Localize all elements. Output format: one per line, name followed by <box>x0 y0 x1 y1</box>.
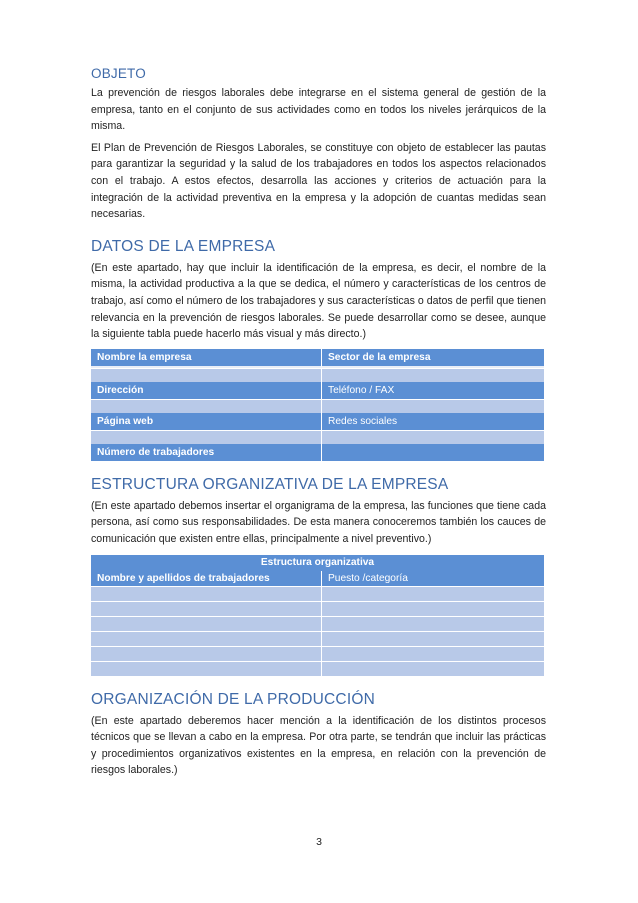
table-cell[interactable] <box>91 646 322 661</box>
cell-pagina-label: Página web <box>91 413 322 430</box>
paragraph-estructura: (En este apartado debemos insertar el organigrama de la empresa, las funciones que tiene cada persona, así como sus responsabilidades. De esta manera conoceremos también los cauces de comunicación que existen entre ellas, principalmente a nivel preventivo.) <box>91 499 546 545</box>
table-row <box>91 413 544 430</box>
empresa-table <box>91 349 544 461</box>
table-row <box>91 555 544 571</box>
table-row <box>91 399 544 413</box>
paragraph-produccion: (En este apartado deberemos hacer mención a la identificación de los distintos procesos técnicos que se llevan a cabo en la empresa. Por otra parte, se tendrán que incluir las prácticas y procedimientos organizativos existentes en la empresa, en relación con la prevención de riesgos laborales.) <box>91 714 546 777</box>
table-cell[interactable] <box>322 616 544 631</box>
table-row <box>91 661 544 676</box>
section-title-objeto: OBJETO <box>91 66 146 81</box>
cell-nombre-label: Nombre la empresa <box>91 349 322 368</box>
paragraph-objeto-2: El Plan de Prevención de Riesgos Laborales, se constituye con objeto de establecer las pautas para garantizar la seguridad y la salud de los trabajadores en todos los aspectos relacionados con el trabajo. A estos efectos, desarrolla las acciones y criterios de actuación para la integración de la actividad preventiva en la empresa y la adopción de cuantas medidas sean necesarias. <box>91 141 546 221</box>
table-row <box>91 646 544 661</box>
table-row <box>91 444 544 461</box>
table-cell[interactable] <box>322 586 544 601</box>
table-cell[interactable] <box>91 601 322 616</box>
table-row <box>91 430 544 444</box>
table-row <box>91 382 544 399</box>
table-row <box>91 616 544 631</box>
cell-trabajadores-value[interactable] <box>322 444 544 461</box>
document-page <box>91 66 546 779</box>
section-title-produccion: ORGANIZACIÓN DE LA PRODUCCIÓN <box>91 690 375 708</box>
estructura-table <box>91 555 544 676</box>
cell-trabajadores-label: Número de trabajadores <box>91 444 322 461</box>
page-number: 3 <box>316 836 322 848</box>
table-cell[interactable] <box>322 631 544 646</box>
cell-redes-label: Redes sociales <box>322 413 544 430</box>
estructura-col-nombre: Nombre y apellidos de trabajadores <box>91 571 322 586</box>
cell-telefono-value[interactable] <box>322 399 544 413</box>
paragraph-objeto-1: La prevención de riesgos laborales debe integrarse en el sistema general de gestión de la empresa, tanto en el conjunto de sus actividades como en todos los niveles jerárquicos de la misma. <box>91 87 546 133</box>
estructura-table-title: Estructura organizativa <box>91 555 544 571</box>
cell-pagina-value[interactable] <box>91 430 322 444</box>
table-row <box>91 601 544 616</box>
paragraph-datos: (En este apartado, hay que incluir la identificación de la empresa, es decir, el nombre de la misma, la actividad productiva a la que se dedica, el número y características de los centros de trabajo, así como el número de los trabajadores y sus características o datos de perfil que tienen relevancia en la prevención de riesgos laborales. Se puede desarrollar como se desee, aunque la siguiente tabla puede hacerlo más visual y más directo.) <box>91 261 546 341</box>
table-cell[interactable] <box>322 661 544 676</box>
cell-sector-value[interactable] <box>322 368 544 382</box>
cell-direccion-label: Dirección <box>91 382 322 399</box>
cell-nombre-value[interactable] <box>91 368 322 382</box>
section-title-datos: DATOS DE LA EMPRESA <box>91 237 276 255</box>
estructura-col-puesto: Puesto /categoría <box>322 571 544 586</box>
table-cell[interactable] <box>91 616 322 631</box>
table-cell[interactable] <box>91 586 322 601</box>
cell-telefono-label: Teléfono / FAX <box>322 382 544 399</box>
table-cell[interactable] <box>91 631 322 646</box>
table-cell[interactable] <box>322 646 544 661</box>
section-title-estructura: ESTRUCTURA ORGANIZATIVA DE LA EMPRESA <box>91 475 449 493</box>
cell-sector-label: Sector de la empresa <box>322 349 544 368</box>
table-cell[interactable] <box>322 601 544 616</box>
table-row <box>91 631 544 646</box>
table-row <box>91 368 544 382</box>
cell-redes-value[interactable] <box>322 430 544 444</box>
table-row <box>91 586 544 601</box>
cell-direccion-value[interactable] <box>91 399 322 413</box>
table-row <box>91 349 544 368</box>
table-cell[interactable] <box>91 661 322 676</box>
table-row <box>91 571 544 586</box>
